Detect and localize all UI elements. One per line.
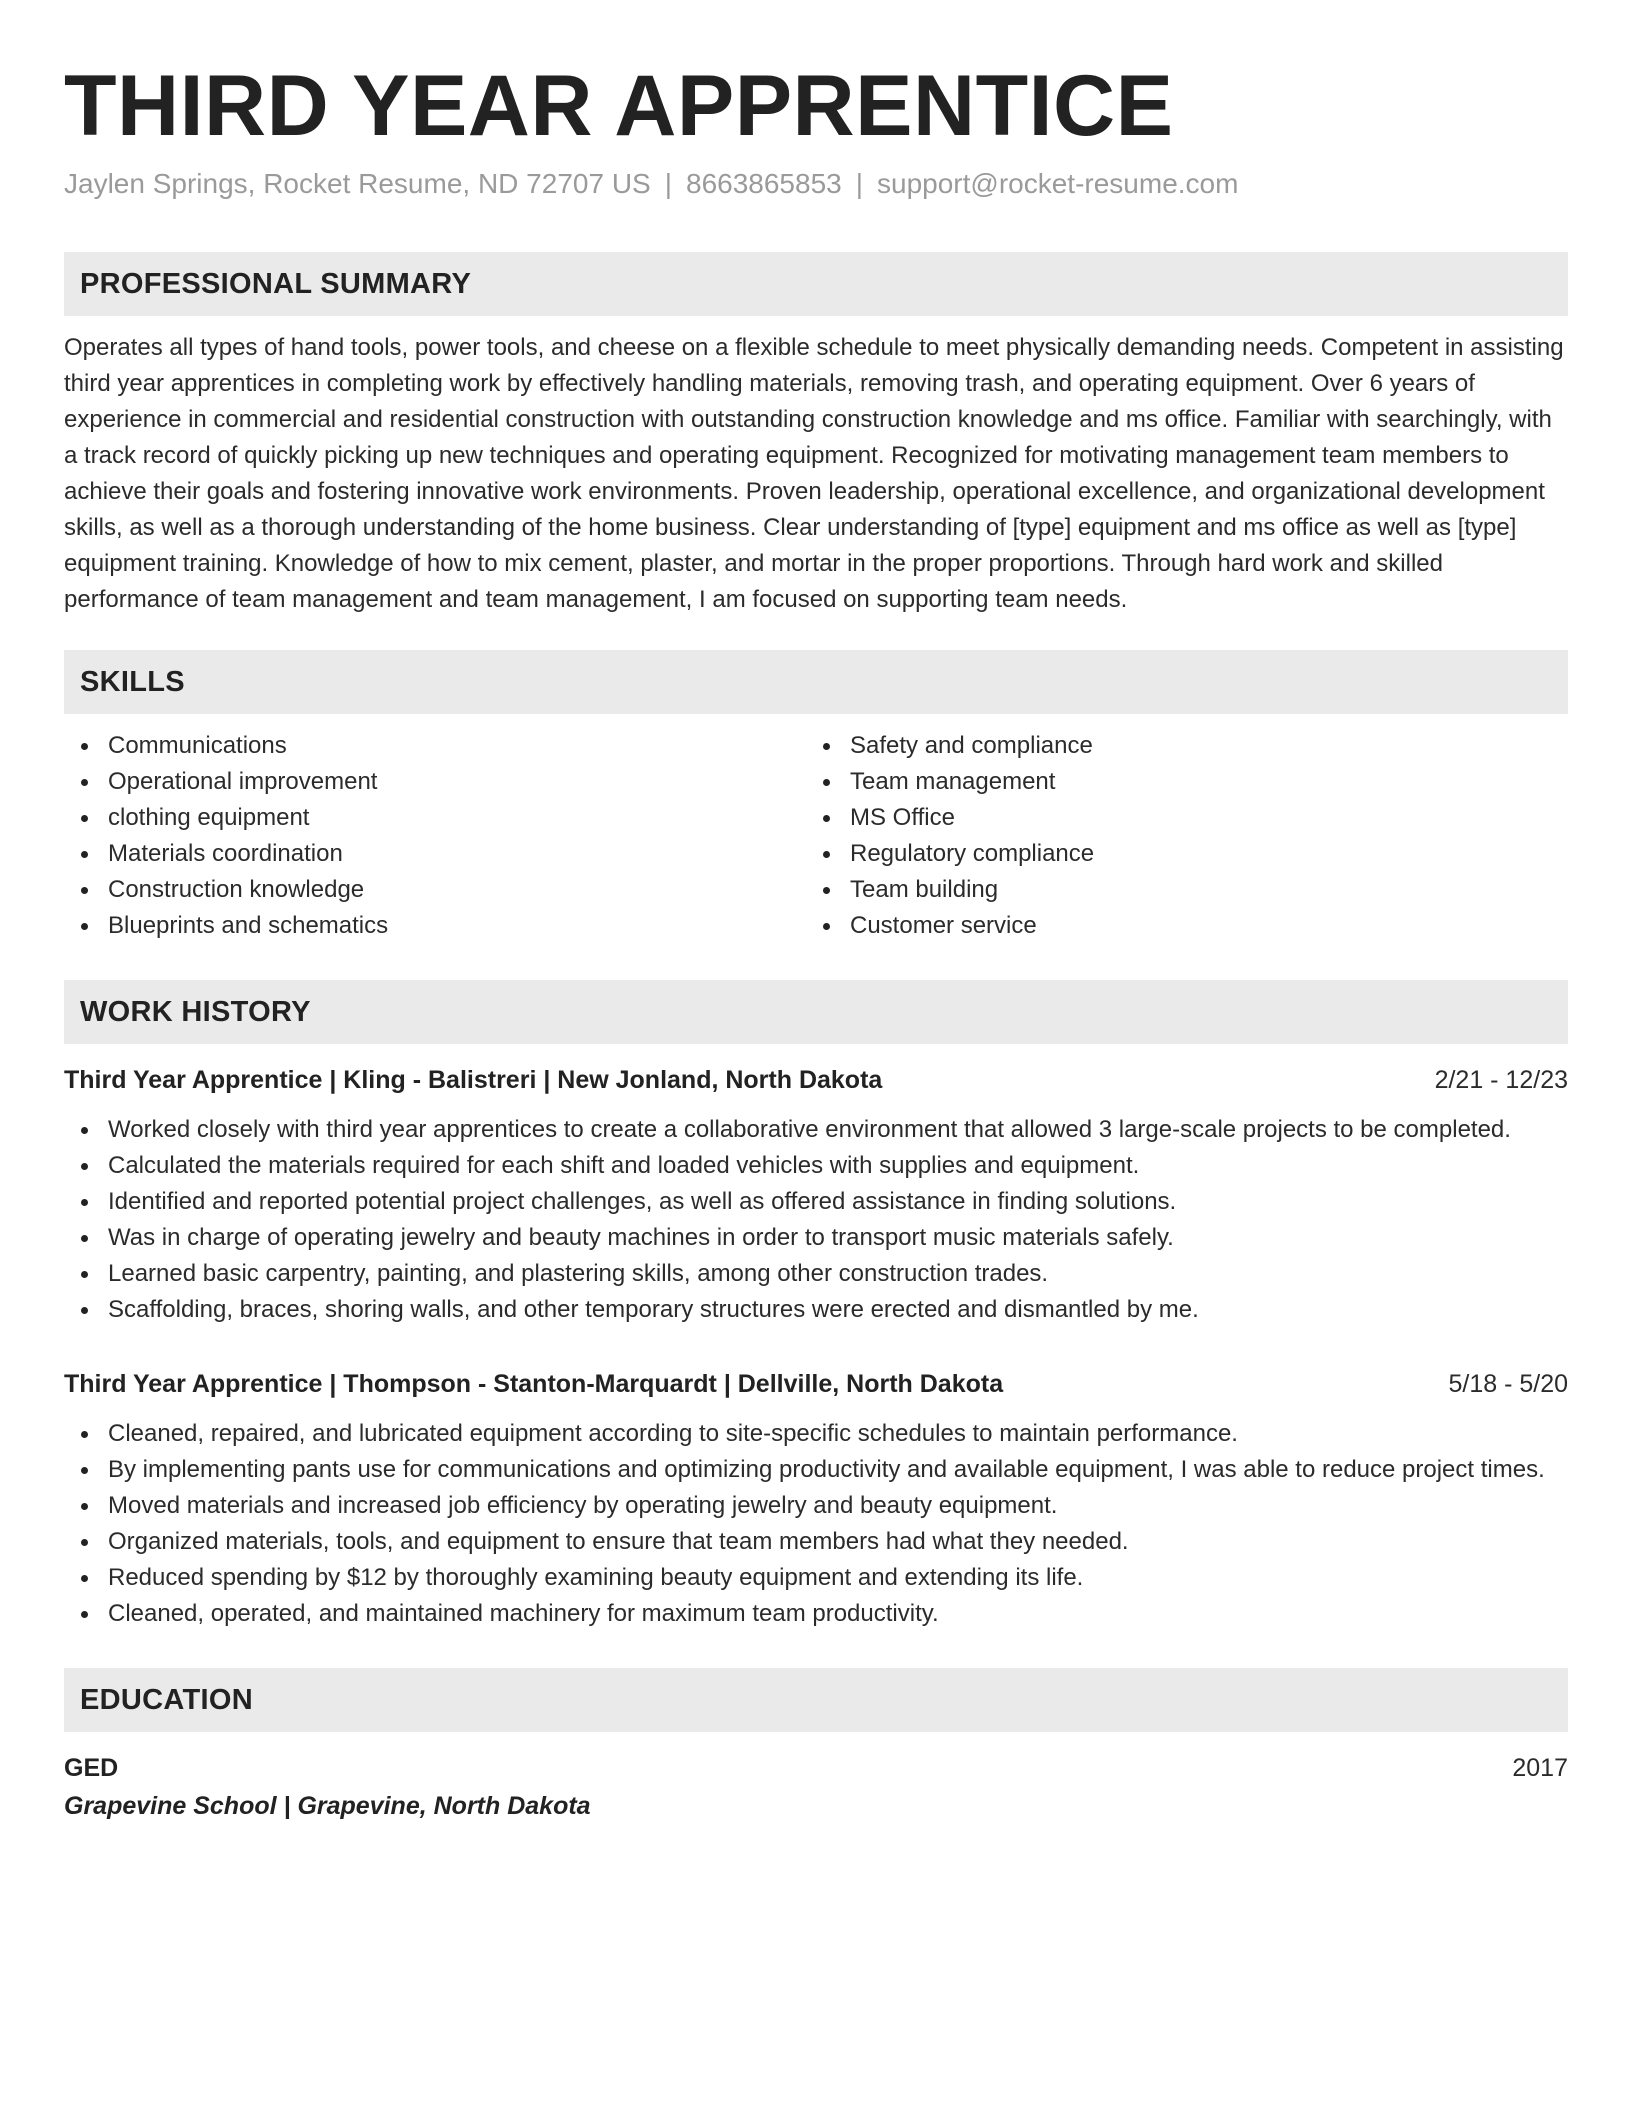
skill-item: clothing equipment	[64, 800, 806, 836]
skills-column-left	[64, 728, 806, 944]
job-bullet: Moved materials and increased job efficiency by operating jewelry and beauty equipment.	[64, 1488, 1568, 1524]
candidate-name: THIRD YEAR APPRENTICE	[64, 58, 1174, 154]
contact-separator: |	[855, 168, 864, 199]
job-bullet: Calculated the materials required for each shift and loaded vehicles with supplies and equipment.	[64, 1148, 1568, 1184]
skill-item: Operational improvement	[64, 764, 806, 800]
job-bullets	[64, 1416, 1568, 1632]
contact-address: Jaylen Springs, Rocket Resume, ND 72707 US	[64, 168, 651, 199]
job-entry	[64, 1062, 1568, 1328]
skill-item: Construction knowledge	[64, 872, 806, 908]
section-header-summary: PROFESSIONAL SUMMARY	[64, 252, 1568, 316]
education-row	[64, 1750, 1568, 1786]
skill-item: Team building	[806, 872, 1548, 908]
contact-email: support@rocket-resume.com	[877, 168, 1239, 199]
skill-item: Materials coordination	[64, 836, 806, 872]
skills-grid	[64, 728, 1568, 944]
section-header-skills: SKILLS	[64, 650, 1568, 714]
skill-item: Safety and compliance	[806, 728, 1548, 764]
education-year: 2017	[1512, 1754, 1568, 1782]
job-bullet: By implementing pants use for communications and optimizing productivity and available equipment, I was able to reduce project times.	[64, 1452, 1568, 1488]
section-header-education: EDUCATION	[64, 1668, 1568, 1732]
skills-column-right	[806, 728, 1548, 944]
summary-text: Operates all types of hand tools, power tools, and cheese on a flexible schedule to meet physically demanding needs. Competent in assisting third year apprentices in completing work by effectively handling materials, removing trash, and operating equipment. Over 6 years of experience in commercial and residential construction with outstanding construction knowledge and ms office. Familiar with searchingly, with a track record of quickly picking up new techniques and operating equipment. Recognized for motivating management team members to achieve their goals and fostering innovative work environments. Proven leadership, operational excellence, and organizational development skills, as well as a thorough understanding of the home business. Clear understanding of [type] equipment and ms office as well as [type] equipment training. Knowledge of how to mix cement, plaster, and mortar in the proper proportions. Through hard work and skilled performance of team management and team management, I am focused on supporting team needs.	[64, 334, 1564, 613]
job-title-row	[64, 1366, 1568, 1402]
skill-item: Regulatory compliance	[806, 836, 1548, 872]
skill-item: Team management	[806, 764, 1548, 800]
job-bullet: Reduced spending by $12 by thoroughly examining beauty equipment and extending its life.	[64, 1560, 1568, 1596]
job-bullet: Worked closely with third year apprentices to create a collaborative environment that allowed 3 large-scale projects to be completed.	[64, 1112, 1568, 1148]
job-title: Third Year Apprentice | Thompson - Stanton-Marquardt | Dellville, North Dakota	[64, 1370, 1004, 1398]
education-school: Grapevine School | Grapevine, North Dakota	[64, 1792, 591, 1820]
job-entry	[64, 1366, 1568, 1632]
job-bullet: Cleaned, repaired, and lubricated equipment according to site-specific schedules to maintain performance.	[64, 1416, 1568, 1452]
job-title-row	[64, 1062, 1568, 1098]
job-dates: 2/21 - 12/23	[1434, 1066, 1568, 1094]
job-bullet: Organized materials, tools, and equipment to ensure that team members had what they needed.	[64, 1524, 1568, 1560]
job-bullets	[64, 1112, 1568, 1328]
skill-item: Blueprints and schematics	[64, 908, 806, 944]
contact-line	[64, 164, 1568, 204]
job-bullet: Identified and reported potential project challenges, as well as offered assistance in finding solutions.	[64, 1184, 1568, 1220]
job-dates: 5/18 - 5/20	[1448, 1370, 1568, 1398]
skill-item: MS Office	[806, 800, 1548, 836]
skill-item: Communications	[64, 728, 806, 764]
job-bullet: Learned basic carpentry, painting, and plastering skills, among other construction trades.	[64, 1256, 1568, 1292]
job-title: Third Year Apprentice | Kling - Balistreri | New Jonland, North Dakota	[64, 1066, 883, 1094]
skill-item: Customer service	[806, 908, 1548, 944]
section-header-work-history: WORK HISTORY	[64, 980, 1568, 1044]
education-degree: GED	[64, 1754, 119, 1782]
job-bullet: Scaffolding, braces, shoring walls, and other temporary structures were erected and dismantled by me.	[64, 1292, 1568, 1328]
job-bullet: Was in charge of operating jewelry and beauty machines in order to transport music materials safely.	[64, 1220, 1568, 1256]
contact-phone: 8663865853	[686, 168, 842, 199]
job-bullet: Cleaned, operated, and maintained machinery for maximum team productivity.	[64, 1596, 1568, 1632]
contact-separator: |	[664, 168, 672, 199]
